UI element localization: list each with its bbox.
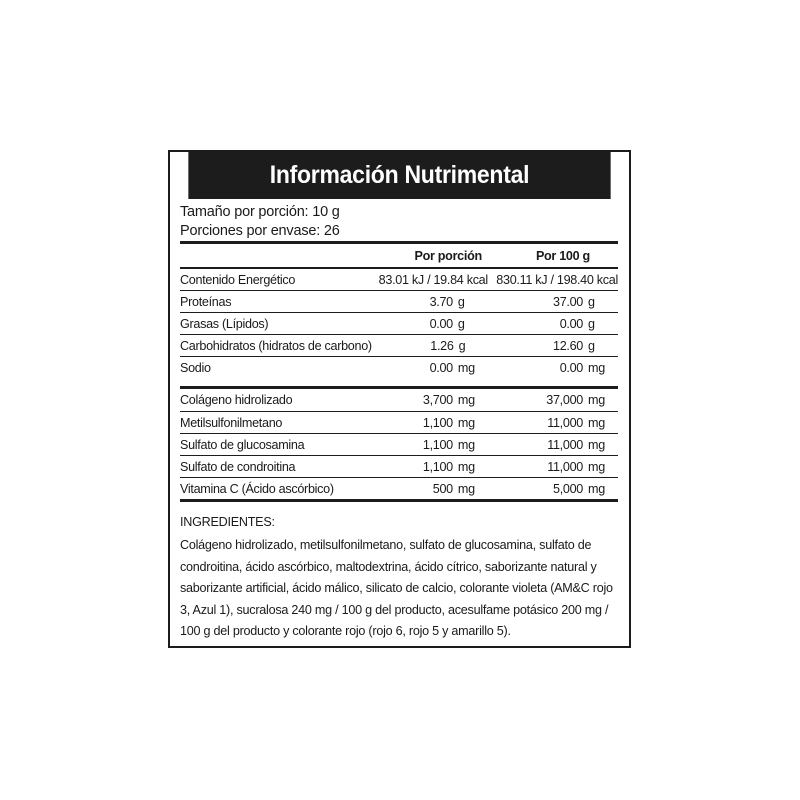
unit-per-serving: mg — [457, 481, 475, 496]
unit-per-100g: mg — [588, 437, 605, 452]
row-label: Vitamina C (Ácido ascórbico) — [180, 481, 334, 496]
table-row — [180, 389, 618, 412]
servings-per-container: Porciones por envase: 26 — [180, 223, 340, 239]
row-label: Proteínas — [180, 294, 232, 309]
row-label: Metilsulfonilmetano — [180, 415, 283, 430]
column-header-per-serving: Por porción — [414, 248, 482, 263]
row-label: Contenido Energético — [180, 272, 296, 287]
table-row — [180, 357, 618, 378]
divider — [180, 378, 618, 389]
table-row — [180, 434, 618, 456]
unit-per-100g: g — [588, 294, 595, 309]
value-per-100g: 37.00 — [552, 294, 583, 309]
energy-per-100g: 830.11 kJ / 198.40 kcal — [496, 272, 618, 287]
ingredients-text: Colágeno hidrolizado, metilsulfonilmetano, sulfato de glucosamina, sulfato de condroitina, ácido ascórbico, maltodextrina, ácido cítrico, saborizante natural y saborizante artificial, ácido málico, silicato de calcio, colorante violeta (AM&C rojo 3, Azul 1), sucralosa 240 mg / 100 g del producto, acesulfame potásico 200 mg / 100 g del producto y colorante rojo (rojo 6, rojo 5 y amarillo 5). — [180, 538, 613, 639]
unit-per-100g: mg — [588, 415, 605, 430]
value-per-100g: 11,000 — [547, 459, 583, 474]
unit-per-serving: g — [457, 316, 465, 331]
value-per-serving: 0.00 — [429, 360, 453, 375]
serving-info — [170, 199, 629, 241]
ingredients-heading: INGREDIENTES: — [180, 515, 275, 529]
nutrition-facts-panel — [168, 150, 631, 648]
nutrition-table — [180, 241, 618, 642]
value-per-serving: 0.00 — [429, 316, 453, 331]
ingredients-section — [180, 499, 618, 642]
row-label: Grasas (Lípidos) — [180, 316, 269, 331]
value-per-100g: 0.00 — [559, 360, 583, 375]
unit-per-serving: g — [458, 338, 466, 353]
value-per-100g: 11,000 — [547, 437, 583, 452]
value-per-serving: 1,100 — [422, 459, 453, 474]
value-per-serving: 3,700 — [422, 393, 453, 407]
value-per-100g: 5,000 — [552, 481, 583, 496]
column-header-per-100g: Por 100 g — [535, 248, 590, 263]
row-label: Sulfato de condroitina — [180, 459, 296, 474]
table-row-energy — [180, 269, 618, 291]
energy-per-serving: 83.01 kJ / 19.84 kcal — [378, 272, 488, 287]
unit-per-serving: mg — [457, 393, 475, 407]
table-row — [180, 456, 618, 478]
table-row — [180, 412, 618, 434]
unit-per-serving: mg — [457, 459, 475, 474]
value-per-100g: 12.60 — [552, 338, 583, 353]
unit-per-serving: mg — [457, 415, 475, 430]
row-label: Colágeno hidrolizado — [180, 393, 293, 407]
value-per-100g: 11,000 — [547, 415, 583, 430]
value-per-serving: 1.26 — [430, 338, 454, 353]
unit-per-serving: mg — [457, 360, 475, 375]
row-label: Sodio — [180, 360, 211, 375]
serving-size: Tamaño por porción: 10 g — [180, 204, 340, 220]
unit-per-100g: mg — [588, 481, 605, 496]
table-row — [180, 478, 618, 499]
row-label: Carbohidratos (hidratos de carbono) — [180, 338, 372, 353]
value-per-serving: 3.70 — [429, 294, 453, 309]
unit-per-100g: g — [588, 338, 595, 353]
value-per-serving: 1,100 — [422, 437, 453, 452]
table-header — [180, 244, 618, 269]
value-per-100g: 37,000 — [546, 393, 583, 407]
value-per-serving: 1,100 — [422, 415, 453, 430]
active-ingredient-rows — [180, 389, 618, 499]
nutrient-rows — [180, 291, 618, 378]
unit-per-serving: g — [457, 294, 465, 309]
unit-per-serving: mg — [457, 437, 475, 452]
unit-per-100g: mg — [588, 360, 605, 375]
table-row — [180, 335, 618, 357]
unit-per-100g: mg — [588, 459, 605, 474]
panel-title: Información Nutrimental — [188, 152, 610, 199]
unit-per-100g: mg — [588, 393, 605, 407]
unit-per-100g: g — [588, 316, 595, 331]
table-row — [180, 313, 618, 335]
value-per-serving: 500 — [432, 481, 453, 496]
row-label: Sulfato de glucosamina — [180, 437, 305, 452]
value-per-100g: 0.00 — [559, 316, 583, 331]
table-row — [180, 291, 618, 313]
